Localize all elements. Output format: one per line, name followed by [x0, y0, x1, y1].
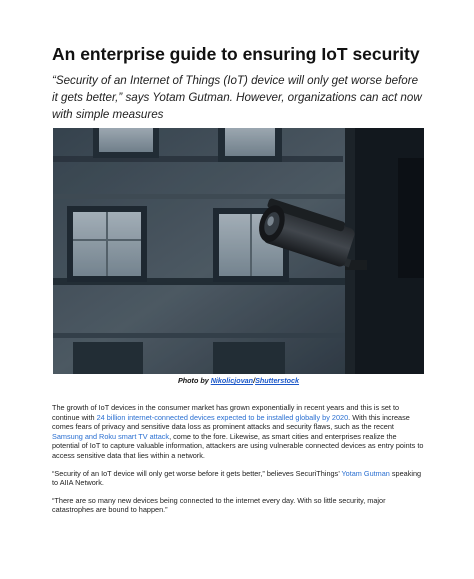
article-title: An enterprise guide to ensuring IoT security	[52, 44, 420, 64]
p2-link-gutman[interactable]: Yotam Gutman	[341, 468, 390, 478]
caption-author-link[interactable]: Nikolicjovan	[210, 376, 254, 385]
p1-text-1: The growth of IoT devices in the consumer market has grown exponentially in recent years and this is set to continue with	[52, 403, 400, 422]
body-paragraph-1	[52, 403, 424, 461]
article-subtitle: “Security of an Internet of Things (IoT) device will only get worse before it gets better,” says Yotam Gutman. However, organizations can act now with simple measures	[52, 74, 422, 121]
p1-text-3: , come to the fore. Likewise, as smart cities and enterprises realize the potential of IoT to capture valuable information, attackers are using vulnerable connected devices as entry points to access sensitive data that lies within a network.	[52, 431, 424, 460]
p1-text-2: . With this increase comes fears of privacy and sensitive data loss as prominent attacks and security flaws, such as the recent	[52, 412, 410, 432]
article-body	[52, 403, 424, 523]
photo-illustration	[53, 128, 424, 374]
caption-agency-link[interactable]: Shutterstock	[255, 376, 300, 385]
caption-prefix: Photo by	[177, 376, 211, 385]
p3-text-1: “There are so many new devices being connected to the internet every day. With so little security, major catastrophes are bound to happen.”	[52, 495, 386, 515]
p2-text-2: speaking to AIIA Network.	[52, 468, 422, 488]
photo-caption	[53, 376, 424, 386]
caption-separator: /	[253, 376, 256, 385]
body-paragraph-2	[52, 469, 424, 488]
p2-text-1: “Security of an IoT device will only get worse before it gets better,” believes SecuriThings’	[52, 468, 342, 478]
body-paragraph-3	[52, 496, 424, 515]
p1-link-devices[interactable]: 24 billion internet-connected devices expected to be installed globally by 2020	[96, 412, 349, 422]
security-camera-photo	[53, 128, 424, 374]
p1-link-tv-attack[interactable]: Samsung and Roku smart TV attack	[52, 431, 170, 441]
